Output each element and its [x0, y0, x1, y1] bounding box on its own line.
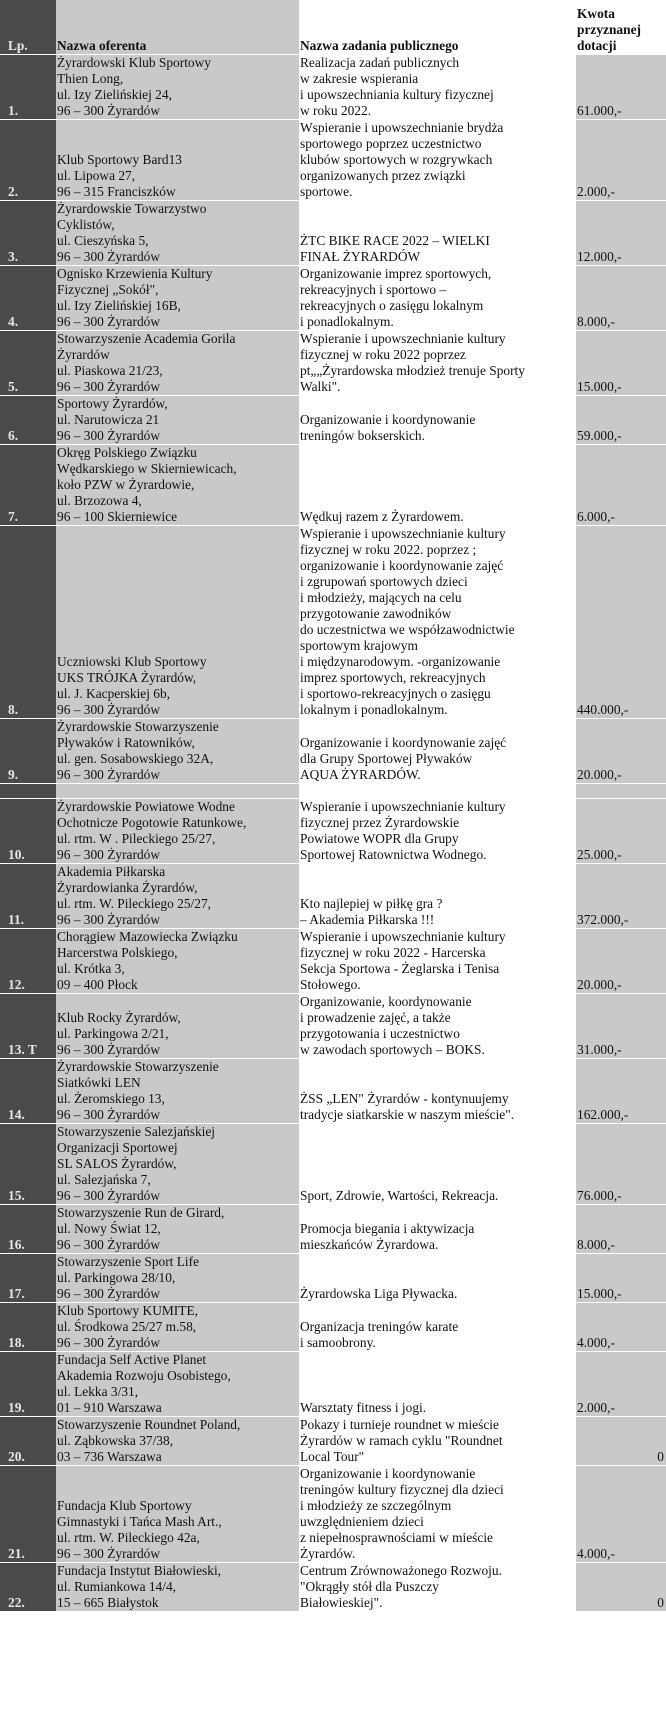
- task-line: organizowanie i koordynowanie zajęć: [300, 557, 504, 573]
- task-line: Organizowanie i koordynowanie: [300, 411, 476, 427]
- organization-line: Okręg Polskiego Związku: [57, 444, 197, 460]
- organization-cell: [56, 928, 299, 993]
- task-line: Organizowanie i koordynowanie: [300, 1465, 476, 1481]
- organization-line: 96 – 300 Żyrardów: [57, 313, 161, 329]
- task-cell: [299, 1058, 576, 1123]
- organization-line: ul. Lekka 3/31,: [57, 1383, 139, 1399]
- organization-line: Żyrardowski Klub Sportowy: [57, 54, 211, 70]
- header-amount: [576, 0, 666, 54]
- task-cell: [299, 1562, 576, 1611]
- task-line: Sport, Zdrowie, Wartości, Rekreacja.: [300, 1187, 499, 1203]
- organization-line: Fundacja Instytut Białowieski,: [57, 1562, 222, 1578]
- organization-line: ul. Narutowicza 21: [57, 411, 160, 427]
- organization-line: ul. J. Kacperskiej 6b,: [57, 685, 171, 701]
- task-line: Organizowanie imprez sportowych,: [300, 265, 492, 281]
- task-line: i prowadzenie zajęć, a także: [300, 1009, 451, 1025]
- task-line: Stołowego.: [300, 976, 361, 992]
- spacer-cell: [576, 783, 666, 798]
- task-line: FINAŁ ŻYRARDÓW: [300, 248, 421, 264]
- organization-cell: [56, 54, 299, 119]
- organization-line: ul. Żeromskiego 13,: [57, 1090, 165, 1106]
- amount-cell: 20.000,-: [576, 928, 666, 993]
- task-cell: [299, 928, 576, 993]
- task-line: fizycznej w roku 2022 poprzez: [300, 346, 466, 362]
- task-line: Sportowej Ratownictwa Wodnego.: [300, 846, 487, 862]
- organization-line: Ognisko Krzewienia Kultury: [57, 265, 213, 281]
- organization-line: Żyrardowskie Powiatowe Wodne: [57, 798, 235, 814]
- organization-line: ul. rtm. W . Pileckiego 25/27,: [57, 830, 216, 846]
- organization-line: Żyrardowskie Stowarzyszenie: [57, 1058, 219, 1074]
- row-number: 3.: [0, 200, 56, 265]
- organization-line: Thien Long,: [57, 70, 124, 86]
- task-line: Walki".: [300, 378, 341, 394]
- organization-line: Chorągiew Mazowiecka Związku: [57, 928, 238, 944]
- task-line: Wspieranie i upowszechnianie kultury: [300, 525, 506, 541]
- organization-cell: [56, 119, 299, 200]
- task-line: Realizacja zadań publicznych: [300, 54, 460, 70]
- organization-line: 96 – 300 Żyrardów: [57, 378, 161, 394]
- table-row: [0, 54, 666, 119]
- organization-line: Akademia Rozwoju Osobistego,: [57, 1367, 231, 1383]
- table-row: [0, 395, 666, 444]
- task-line: Pokazy i turnieje roundnet w mieście: [300, 1416, 499, 1432]
- amount-cell: 0: [576, 1562, 666, 1611]
- row-number: 4.: [0, 265, 56, 330]
- organization-line: 96 – 300 Żyrardów: [57, 911, 161, 927]
- amount-cell: 0: [576, 1416, 666, 1465]
- organization-line: ul. Nowy Świat 12,: [57, 1220, 161, 1236]
- organization-line: 96 – 300 Żyrardów: [57, 846, 161, 862]
- task-line: z niepełnosprawnościami w mieście: [300, 1529, 493, 1545]
- header-amount-line: Kwota: [577, 5, 615, 21]
- organization-line: ul. rtm. W. Pileckiego 25/27,: [57, 895, 211, 911]
- organization-line: ul. gen. Sosabowskiego 32A,: [57, 750, 214, 766]
- task-cell: [299, 1302, 576, 1351]
- organization-line: Stowarzyszenie Run de Girard,: [57, 1204, 225, 1220]
- task-line: Żyrardów.: [300, 1545, 356, 1561]
- organization-line: 09 – 400 Płock: [57, 976, 138, 992]
- table-row: [0, 1123, 666, 1204]
- table-row: [0, 1253, 666, 1302]
- organization-line: 01 – 910 Warszawa: [57, 1399, 162, 1415]
- task-line: i międzynarodowym. -organizowanie: [300, 653, 501, 669]
- organization-cell: [56, 330, 299, 395]
- table-row: [0, 993, 666, 1058]
- organization-line: ul. Piaskowa 21/23,: [57, 362, 163, 378]
- organization-line: 96 – 300 Żyrardów: [57, 1334, 161, 1350]
- spacer-cell: [299, 783, 576, 798]
- task-line: do uczestnictwa we współzawodnictwie: [300, 621, 515, 637]
- organization-line: Gimnastyki i Tańca Mash Art.,: [57, 1513, 222, 1529]
- task-line: i młodzieży ze szczególnym: [300, 1497, 452, 1513]
- organization-line: Siatkówki LEN: [57, 1074, 141, 1090]
- task-line: tradycje siatkarskie w naszym mieście".: [300, 1106, 515, 1122]
- organization-line: Klub Rocky Żyrardów,: [57, 1009, 181, 1025]
- amount-cell: 31.000,-: [576, 993, 666, 1058]
- organization-line: Wędkarskiego w Skierniewicach,: [57, 460, 237, 476]
- row-number: 11.: [0, 863, 56, 928]
- organization-line: 96 – 300 Żyrardów: [57, 427, 161, 443]
- task-line: Organizacja treningów karate: [300, 1318, 459, 1334]
- task-line: przygotowanie zawodników: [300, 605, 452, 621]
- organization-cell: [56, 1416, 299, 1465]
- task-line: fizycznej przez Żyrardowskie: [300, 814, 460, 830]
- header-amount-line: przyznanej: [577, 21, 641, 37]
- row-number: 14.: [0, 1058, 56, 1123]
- table-row: [0, 1351, 666, 1416]
- row-number: 15.: [0, 1123, 56, 1204]
- row-number: 18.: [0, 1302, 56, 1351]
- organization-line: 15 – 665 Białystok: [57, 1594, 159, 1610]
- organization-line: Sportowy Żyrardów,: [57, 395, 168, 411]
- task-line: Sekcja Sportowa - Żeglarska i Tenisa: [300, 960, 500, 976]
- row-number: 1.: [0, 54, 56, 119]
- amount-cell: 8.000,-: [576, 265, 666, 330]
- task-line: pt„„Żyrardowska młodzież trenuje Sporty: [300, 362, 525, 378]
- organization-line: Harcerstwa Polskiego,: [57, 944, 178, 960]
- task-line: dla Grupy Sportowej Pływaków: [300, 750, 473, 766]
- amount-cell: 15.000,-: [576, 1253, 666, 1302]
- row-number: 21.: [0, 1465, 56, 1562]
- task-line: i zgrupowań sportowych dzieci: [300, 573, 468, 589]
- row-number: 17.: [0, 1253, 56, 1302]
- organization-cell: [56, 1465, 299, 1562]
- organization-line: koło PZW w Żyrardowie,: [57, 476, 195, 492]
- task-line: i młodzieży, mających na celu: [300, 589, 462, 605]
- header-row: [0, 0, 666, 54]
- organization-cell: [56, 265, 299, 330]
- task-line: klubów sportowych w rozgrywkach: [300, 151, 493, 167]
- task-line: rekreacyjnych o zasięgu lokalnym: [300, 297, 484, 313]
- organization-line: SL SALOS Żyrardów,: [57, 1155, 177, 1171]
- task-line: Wspieranie i upowszechnianie brydża: [300, 119, 504, 135]
- organization-cell: [56, 395, 299, 444]
- header-organization: Nazwa oferenta: [56, 0, 299, 54]
- table-row: [0, 1302, 666, 1351]
- organization-line: Fizycznej „Sokół",: [57, 281, 159, 297]
- amount-cell: 6.000,-: [576, 444, 666, 525]
- task-line: ŻSS „LEN" Żyrardów - kontynuujemy: [300, 1090, 509, 1106]
- table-row: [0, 444, 666, 525]
- organization-line: Fundacja Self Active Planet: [57, 1351, 207, 1367]
- task-cell: [299, 1351, 576, 1416]
- task-cell: [299, 119, 576, 200]
- task-line: Powiatowe WOPR dla Grupy: [300, 830, 459, 846]
- organization-cell: [56, 1058, 299, 1123]
- task-cell: [299, 993, 576, 1058]
- task-line: Organizowanie, koordynowanie: [300, 993, 472, 1009]
- task-cell: [299, 798, 576, 863]
- amount-cell: 61.000,-: [576, 54, 666, 119]
- organization-line: Stowarzyszenie Roundnet Poland,: [57, 1416, 241, 1432]
- amount-cell: 76.000,-: [576, 1123, 666, 1204]
- table-row: [0, 798, 666, 863]
- task-line: treningów kultury fizycznej dla dzieci: [300, 1481, 504, 1497]
- organization-line: ul. Brzozowa 4,: [57, 492, 142, 508]
- task-cell: [299, 1465, 576, 1562]
- task-line: uwzględnieniem dzieci: [300, 1513, 424, 1529]
- table-row: [0, 718, 666, 783]
- task-cell: [299, 525, 576, 718]
- organization-line: ul. Salezjańska 7,: [57, 1171, 151, 1187]
- organization-line: 96 – 315 Franciszków: [57, 183, 176, 199]
- organization-line: 96 – 300 Żyrardów: [57, 1545, 161, 1561]
- amount-cell: 372.000,-: [576, 863, 666, 928]
- row-number: 20.: [0, 1416, 56, 1465]
- organization-line: 96 – 300 Żyrardów: [57, 1106, 161, 1122]
- task-line: imprez sportowych, rekreacyjnych: [300, 669, 486, 685]
- amount-cell: 12.000,-: [576, 200, 666, 265]
- organization-line: ul. Parkingowa 2/21,: [57, 1025, 169, 1041]
- header-task: Nazwa zadania publicznego: [299, 0, 576, 54]
- task-cell: [299, 444, 576, 525]
- task-line: mieszkańców Żyrardowa.: [300, 1236, 439, 1252]
- table-row: [0, 200, 666, 265]
- organization-line: ul. Środkowa 25/27 m.58,: [57, 1318, 197, 1334]
- task-cell: [299, 863, 576, 928]
- organization-line: ul. Izy Zielińskiej 16B,: [57, 297, 181, 313]
- task-line: i samoobrony.: [300, 1334, 376, 1350]
- organization-line: Cyklistów,: [57, 216, 115, 232]
- amount-cell: 2.000,-: [576, 1351, 666, 1416]
- organization-cell: [56, 1204, 299, 1253]
- task-line: i ponadlokalnym.: [300, 313, 394, 329]
- organization-cell: [56, 993, 299, 1058]
- organization-line: Akademia Piłkarska: [57, 863, 166, 879]
- organization-line: ul. Ząbkowska 37/38,: [57, 1432, 174, 1448]
- table-row: [0, 1416, 666, 1465]
- task-line: Białowieskiej".: [300, 1594, 383, 1610]
- task-line: treningów bokserskich.: [300, 427, 425, 443]
- amount-cell: 15.000,-: [576, 330, 666, 395]
- table-row: [0, 1465, 666, 1562]
- task-cell: [299, 1416, 576, 1465]
- organization-line: 96 – 300 Żyrardów: [57, 1285, 161, 1301]
- organization-line: Stowarzyszenie Salezjańskiej: [57, 1123, 216, 1139]
- row-number: 16.: [0, 1204, 56, 1253]
- spacer-cell: [56, 783, 299, 798]
- row-number: 22.: [0, 1562, 56, 1611]
- table-row: [0, 1058, 666, 1123]
- task-line: ŻTC BIKE RACE 2022 – WIELKI: [300, 232, 490, 248]
- grants-table-body: [0, 54, 666, 1611]
- organization-cell: [56, 863, 299, 928]
- table-row: [0, 525, 666, 718]
- organization-line: ul. Izy Zielińskiej 24,: [57, 86, 172, 102]
- organization-line: Stowarzyszenie Sport Life: [57, 1253, 200, 1269]
- organization-line: Pływaków i Ratowników,: [57, 734, 195, 750]
- task-line: Wspieranie i upowszechnianie kultury: [300, 928, 506, 944]
- table-row: [0, 1204, 666, 1253]
- organization-cell: [56, 798, 299, 863]
- organization-line: Ochotnicze Pogotowie Ratunkowe,: [57, 814, 247, 830]
- row-number: 12.: [0, 928, 56, 993]
- organization-cell: [56, 1302, 299, 1351]
- row-number: 6.: [0, 395, 56, 444]
- organization-line: Uczniowski Klub Sportowy: [57, 653, 207, 669]
- amount-cell: 4.000,-: [576, 1302, 666, 1351]
- row-number: 7.: [0, 444, 56, 525]
- organization-line: Klub Sportowy Bard13: [57, 151, 182, 167]
- task-line: w zakresie wspierania: [300, 70, 419, 86]
- task-cell: [299, 718, 576, 783]
- amount-cell: 25.000,-: [576, 798, 666, 863]
- task-cell: [299, 1123, 576, 1204]
- organization-cell: [56, 1351, 299, 1416]
- organization-line: 96 – 300 Żyrardów: [57, 1236, 161, 1252]
- table-row: [0, 928, 666, 993]
- task-line: Żyrardów w ramach cyklu "Roundnet: [300, 1432, 503, 1448]
- task-line: i upowszechniania kultury fizycznej: [300, 86, 494, 102]
- organization-cell: [56, 444, 299, 525]
- task-line: Centrum Zrównoważonego Rozwoju.: [300, 1562, 502, 1578]
- organization-line: Żyrardowskie Towarzystwo: [57, 200, 207, 216]
- table-row: [0, 119, 666, 200]
- task-cell: [299, 200, 576, 265]
- organization-line: ul. Lipowa 27,: [57, 167, 136, 183]
- task-line: w roku 2022.: [300, 102, 372, 118]
- task-line: Kto najlepiej w piłkę gra ?: [300, 895, 443, 911]
- organization-line: ul. rtm. W. Pileckiego 42a,: [57, 1529, 200, 1545]
- organization-line: 03 – 736 Warszawa: [57, 1448, 162, 1464]
- amount-cell: 4.000,-: [576, 1465, 666, 1562]
- task-line: sportowym krajowym: [300, 637, 418, 653]
- organization-cell: [56, 525, 299, 718]
- task-line: Warsztaty fitness i jogi.: [300, 1399, 427, 1415]
- task-line: Żyrardowska Liga Pływacka.: [300, 1285, 458, 1301]
- row-number: 2.: [0, 119, 56, 200]
- task-line: i sportowo-rekreacyjnych o zasięgu: [300, 685, 491, 701]
- amount-cell: 59.000,-: [576, 395, 666, 444]
- task-line: sportowego poprzez uczestnictwo: [300, 135, 482, 151]
- organization-cell: [56, 1123, 299, 1204]
- organization-cell: [56, 1253, 299, 1302]
- spacer-cell: [0, 783, 56, 798]
- organization-line: 96 – 100 Skierniewice: [57, 508, 178, 524]
- organization-line: Żyrardów: [57, 346, 110, 362]
- organization-line: Żyrardowianka Żyrardów,: [57, 879, 198, 895]
- table-row: [0, 265, 666, 330]
- task-line: sportowe.: [300, 183, 353, 199]
- task-cell: [299, 265, 576, 330]
- organization-cell: [56, 200, 299, 265]
- organization-line: 96 – 300 Żyrardów: [57, 102, 161, 118]
- task-cell: [299, 1253, 576, 1302]
- task-line: lokalnym i ponadlokalnym.: [300, 701, 448, 717]
- amount-cell: 20.000,-: [576, 718, 666, 783]
- row-spacer: [0, 783, 666, 798]
- organization-line: 96 – 300 Żyrardów: [57, 248, 161, 264]
- task-line: fizycznej w roku 2022 - Harcerska: [300, 944, 486, 960]
- task-line: fizycznej w roku 2022. poprzez ;: [300, 541, 477, 557]
- task-cell: [299, 1204, 576, 1253]
- task-line: Local Tour": [300, 1448, 365, 1464]
- organization-line: UKS TRÓJKA Żyrardów,: [57, 669, 197, 685]
- header-amount-line: dotacji: [577, 37, 617, 53]
- organization-line: ul. Cieszyńska 5,: [57, 232, 149, 248]
- row-number: 8.: [0, 525, 56, 718]
- amount-cell: 8.000,-: [576, 1204, 666, 1253]
- organization-line: 96 – 300 Żyrardów: [57, 701, 161, 717]
- task-line: organizowanych przez związki: [300, 167, 466, 183]
- task-line: Wędkuj razem z Żyrardowem.: [300, 508, 464, 524]
- amount-cell: 162.000,-: [576, 1058, 666, 1123]
- organization-line: 96 – 300 Żyrardów: [57, 1041, 161, 1057]
- task-line: w zawodach sportowych – BOKS.: [300, 1041, 485, 1057]
- organization-line: Klub Sportowy KUMITE,: [57, 1302, 198, 1318]
- table-row: [0, 863, 666, 928]
- organization-line: Żyrardowskie Stowarzyszenie: [57, 718, 219, 734]
- header-lp: Lp.: [0, 0, 56, 54]
- row-number: 19.: [0, 1351, 56, 1416]
- amount-cell: 440.000,-: [576, 525, 666, 718]
- row-number: 9.: [0, 718, 56, 783]
- task-line: AQUA ŻYRARDÓW.: [300, 766, 421, 782]
- organization-line: Fundacja Klub Sportowy: [57, 1497, 192, 1513]
- organization-line: Organizacji Sportowej: [57, 1139, 178, 1155]
- task-cell: [299, 330, 576, 395]
- amount-cell: 2.000,-: [576, 119, 666, 200]
- row-number: 10.: [0, 798, 56, 863]
- organization-line: 96 – 300 Żyrardów: [57, 766, 161, 782]
- task-line: "Okrągły stół dla Puszczy: [300, 1578, 439, 1594]
- row-number: 13. T: [0, 993, 56, 1058]
- task-line: Promocja biegania i aktywizacja: [300, 1220, 475, 1236]
- task-line: Organizowanie i koordynowanie zajęć: [300, 734, 507, 750]
- task-line: Wspieranie i upowszechnianie kultury: [300, 330, 506, 346]
- organization-line: ul. Parkingowa 28/10,: [57, 1269, 176, 1285]
- table-row: [0, 1562, 666, 1611]
- organization-cell: [56, 1562, 299, 1611]
- task-line: rekreacyjnych i sportowo –: [300, 281, 447, 297]
- task-line: – Akademia Piłkarska !!!: [300, 911, 435, 927]
- organization-line: ul. Rumiankowa 14/4,: [57, 1578, 177, 1594]
- task-cell: [299, 395, 576, 444]
- task-line: Wspieranie i upowszechnianie kultury: [300, 798, 506, 814]
- organization-line: Stowarzyszenie Academia Gorila: [57, 330, 236, 346]
- table-row: [0, 330, 666, 395]
- task-cell: [299, 54, 576, 119]
- task-line: przygotowania i uczestnictwo: [300, 1025, 460, 1041]
- organization-line: ul. Krótka 3,: [57, 960, 125, 976]
- row-number: 5.: [0, 330, 56, 395]
- organization-line: 96 – 300 Żyrardów: [57, 1187, 161, 1203]
- organization-cell: [56, 718, 299, 783]
